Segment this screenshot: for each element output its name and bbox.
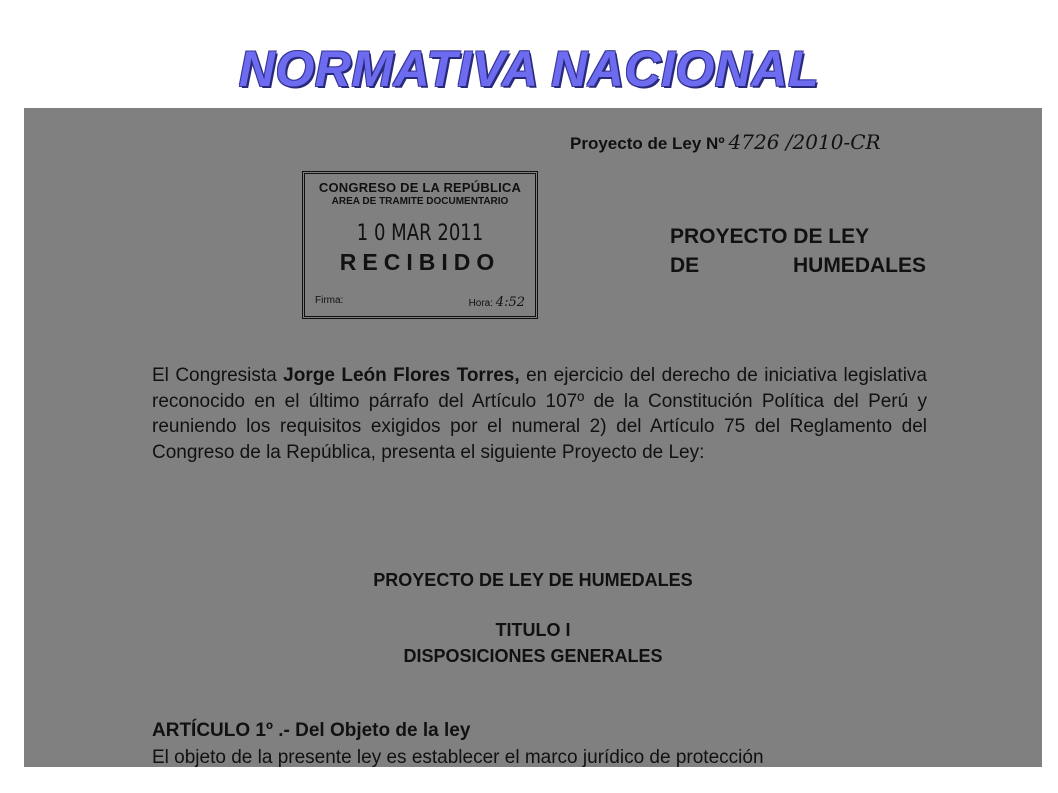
header-title-line2-a: DE — [670, 254, 700, 277]
stamp-line2: AREA DE TRAMITE DOCUMENTARIO — [331, 196, 509, 207]
stamp-footer — [315, 295, 525, 310]
scanned-document — [24, 108, 1042, 767]
center-title: PROYECTO DE LEY DE HUMEDALES — [373, 570, 693, 590]
titulo-subheading: DISPOSICIONES GENERALES — [403, 646, 663, 666]
stamp-date: 1 0 MAR 2011 — [356, 221, 484, 246]
stamp-hora-value: 4:52 — [495, 295, 525, 310]
article1-heading: ARTÍCULO 1º .- Del Objeto de la ley — [152, 720, 471, 741]
header-title-line2 — [670, 251, 926, 280]
intro-name: Jorge León Flores Torres, — [283, 365, 520, 386]
stamp-status: RECIBIDO — [339, 249, 501, 275]
document-header-title — [670, 222, 926, 280]
project-number-handwritten: 4726 /2010-CR — [728, 130, 881, 154]
article1-body: El objeto de la presente ley es establecer el marco jurídico de protección — [152, 747, 764, 767]
project-number-label: Proyecto de Ley Nº — [570, 134, 725, 153]
stamp-hora-label: Hora: — [468, 298, 494, 309]
stamp-firma-label: Firma: — [315, 295, 344, 306]
reception-stamp — [302, 171, 538, 319]
slide-title: NORMATIVA NACIONAL — [238, 41, 820, 97]
intro-paragraph — [152, 363, 927, 465]
header-title-line2-b: HUMEDALES — [792, 254, 926, 277]
header-title-line1: PROYECTO DE LEY — [670, 225, 870, 248]
intro-rest: en ejercicio del derecho de iniciativa legislativa reconocido en el último párrafo del Artículo 107º de la Constitución Política del Perú y reuniendo los requisitos exigidos por el numeral 2) del Artículo 75 del Reglamento del Congreso de la República, presenta el siguiente Proyecto de Ley: — [152, 365, 927, 463]
project-number — [570, 130, 881, 154]
intro-prefix: El Congresista — [152, 365, 284, 386]
stamp-line1: CONGRESO DE LA REPÚBLICA — [318, 180, 522, 195]
titulo-heading: TITULO I — [495, 620, 571, 640]
